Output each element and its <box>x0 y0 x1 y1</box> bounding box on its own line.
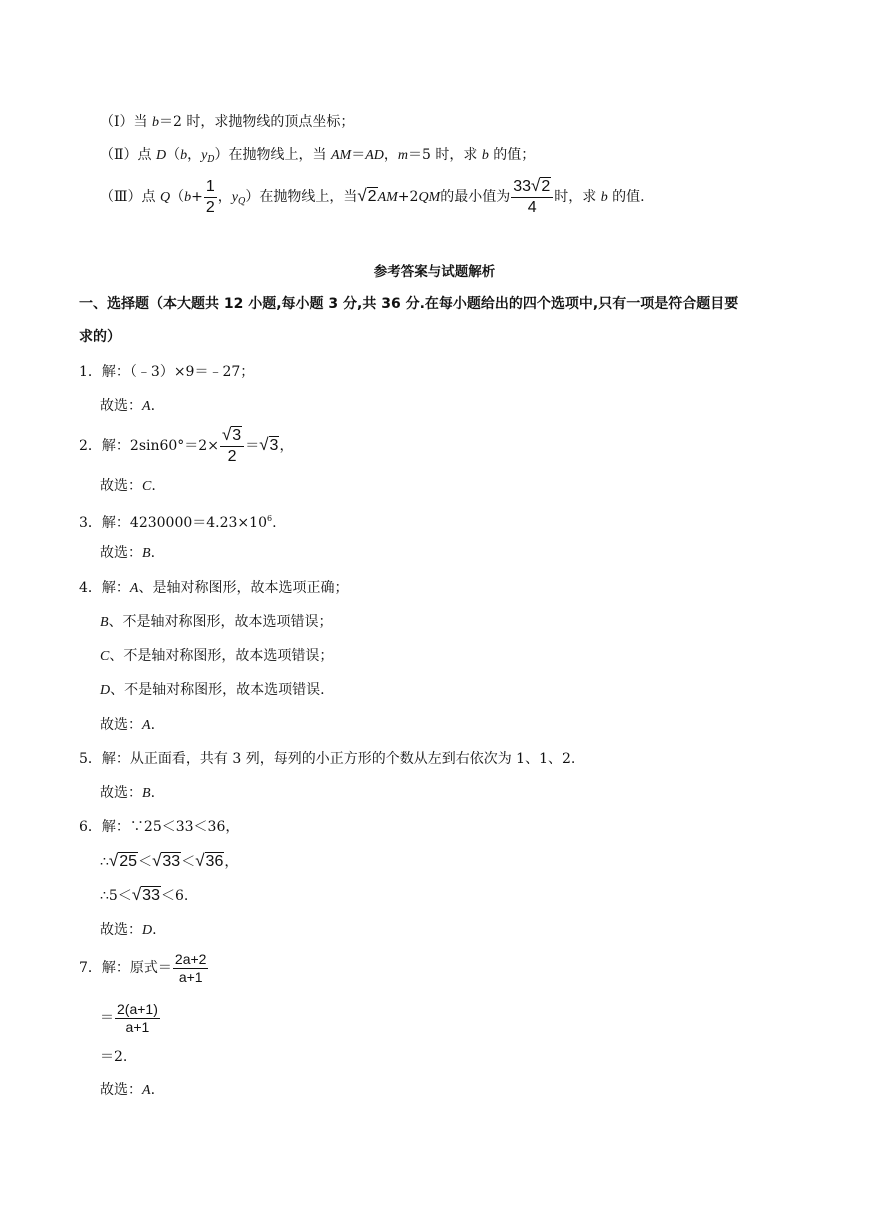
numerator <box>511 176 553 198</box>
answer-7-choice <box>100 1080 155 1101</box>
sqrt-25 <box>109 849 138 874</box>
var-AM: AM <box>377 190 398 205</box>
answer-1-choice <box>100 396 155 417</box>
text: 的值； <box>488 147 536 163</box>
sqrt-3 <box>222 425 242 446</box>
exponent: 6 <box>266 514 273 523</box>
answer-6-line-3 <box>100 883 188 908</box>
text: 2．解：2sin60°＝2× <box>79 438 219 454</box>
text: ）在抛物线上，当 <box>214 147 331 163</box>
text: ＝ <box>351 147 366 163</box>
var-b: b <box>151 115 159 130</box>
question-part-2 <box>100 145 535 170</box>
answer-5-choice <box>100 783 155 804</box>
text: 、不是轴对称图形，故本选项错误. <box>110 682 325 698</box>
choice-letter: A <box>142 718 151 733</box>
answer-7-line-3: ＝2. <box>100 1049 128 1065</box>
text: ∴ <box>100 854 109 870</box>
denominator: a+1 <box>125 1018 150 1035</box>
text: 故选： <box>100 922 142 938</box>
answer-5: 5．解：从正面看，共有 3 列，每列的小正方形的个数从左到右依次为 1、1、2. <box>79 751 576 767</box>
radical-sign: √ <box>108 851 119 870</box>
var-b: b <box>184 190 192 205</box>
text: ， <box>217 189 232 205</box>
numerator: 1 <box>204 177 217 198</box>
text: ＝2 时，求抛物线的顶点坐标； <box>158 114 355 130</box>
var-AD: AD <box>365 148 384 163</box>
text: 故选： <box>100 1082 142 1098</box>
fraction-min-value <box>511 176 553 218</box>
text: （Ⅰ）当 <box>100 114 152 130</box>
text: 故选： <box>100 398 142 414</box>
text: . <box>272 515 277 531</box>
denominator: 2 <box>205 198 215 216</box>
question-part-1 <box>100 112 354 133</box>
text: 、是轴对称图形，故本选项正确； <box>138 580 349 596</box>
text: ， <box>383 147 398 163</box>
radical-sign: √ <box>531 176 541 195</box>
sqrt-3 <box>259 425 279 466</box>
answer-7-line-1 <box>79 948 209 988</box>
answer-2-choice <box>100 476 156 497</box>
answer-6-choice <box>100 920 157 941</box>
text: . <box>150 785 156 801</box>
text: ＜ <box>138 854 153 870</box>
text: ＜6. <box>160 888 189 904</box>
denominator: 4 <box>527 199 537 216</box>
radicand: 36 <box>205 853 224 870</box>
choice-letter: A <box>142 399 151 414</box>
radicand: 33 <box>162 853 181 870</box>
fraction-one-half <box>204 177 217 218</box>
radicand: 33 <box>142 887 160 904</box>
text: 故选： <box>100 785 142 801</box>
radicand: 3 <box>269 437 279 454</box>
radicand: 3 <box>232 427 242 444</box>
subscript: D <box>207 155 215 165</box>
text: . <box>150 545 156 561</box>
option-letter: D <box>100 683 111 698</box>
text: 时，求 <box>554 189 601 205</box>
choice-letter: D <box>142 923 153 938</box>
option-letter: B <box>100 615 109 630</box>
text: 的最小值为 <box>440 189 511 205</box>
text: （ <box>170 189 185 205</box>
radical-sign: √ <box>152 851 162 870</box>
text: . <box>150 398 156 414</box>
answer-2 <box>79 425 293 467</box>
var-QM: QM <box>418 190 441 205</box>
text: 3．解：4230000＝4.23×10 <box>79 515 267 531</box>
radicand: 25 <box>119 853 138 870</box>
answer-4-line-2 <box>100 612 333 633</box>
subscript: Q <box>237 197 246 207</box>
radical-sign: √ <box>259 435 269 454</box>
text: （ <box>166 147 181 163</box>
text: ， <box>279 438 294 454</box>
answers-title: 参考答案与试题解析 <box>373 264 496 280</box>
text: +2 <box>397 189 419 205</box>
text: 、不是轴对称图形，故本选项错误； <box>109 648 334 664</box>
answer-6-line-2 <box>100 849 238 874</box>
answer-4-line-1 <box>79 578 348 599</box>
text: 故选： <box>100 478 142 494</box>
numerator: 2a+2 <box>174 950 207 967</box>
answer-6-line-1: 6．解：∵25＜33＜36， <box>79 819 240 835</box>
answer-4-line-4 <box>100 680 325 701</box>
var-y: y <box>231 190 238 205</box>
var-D: D <box>155 148 167 163</box>
text: ＝ <box>100 1010 114 1026</box>
fraction-factored <box>115 1001 160 1036</box>
denominator: 2 <box>227 448 237 465</box>
text: 7．解：原式＝ <box>79 960 172 976</box>
option-letter: A <box>129 581 139 596</box>
radical-sign: √ <box>357 186 367 205</box>
radical-sign: √ <box>221 425 232 444</box>
answer-4-choice <box>100 715 155 736</box>
fraction-sqrt3-over-2 <box>220 425 244 467</box>
answer-7-line-2 <box>100 998 161 1038</box>
text: . <box>151 478 156 494</box>
radicand: 2 <box>541 178 551 195</box>
section-heading: 一、选择题（本大题共 12 小题,每小题 3 分,共 36 分.在每小题给出的四个选项中,只有一项是符合题目要 <box>79 296 739 312</box>
numerator: 2(a+1) <box>117 1000 158 1017</box>
sqrt-33 <box>152 849 181 874</box>
answer-1: 1．解：（﹣3）×9＝﹣27； <box>79 364 255 380</box>
var-b: b <box>180 148 188 163</box>
text: 的值. <box>607 189 645 205</box>
text: ， <box>187 147 202 163</box>
var-Q: Q <box>159 190 171 205</box>
denominator: a+1 <box>178 968 203 985</box>
var-b: b <box>600 190 608 205</box>
sqrt-2 <box>531 176 551 197</box>
sqrt-33 <box>132 883 161 908</box>
section-heading-cont: 求的） <box>79 329 121 345</box>
choice-letter: B <box>142 546 151 561</box>
numerator-coef: 33 <box>513 178 532 195</box>
text: ）在抛物线上，当 <box>245 189 358 205</box>
choice-letter: A <box>142 1083 151 1098</box>
text: 4．解： <box>79 580 130 596</box>
text: . <box>150 717 156 733</box>
text: （Ⅱ）点 <box>100 147 156 163</box>
text: （Ⅲ）点 <box>100 189 160 205</box>
option-letter: C <box>100 649 110 664</box>
text: ∴5＜ <box>100 888 132 904</box>
text: . <box>150 1082 156 1098</box>
text: 故选： <box>100 545 142 561</box>
var-m: m <box>397 148 408 163</box>
text: 、不是轴对称图形，故本选项错误； <box>108 614 333 630</box>
text: ＝ <box>245 438 260 454</box>
sqrt-36 <box>195 849 224 874</box>
choice-letter: B <box>142 786 151 801</box>
numerator <box>220 425 244 447</box>
answer-3-choice <box>100 543 155 564</box>
radical-sign: √ <box>195 851 205 870</box>
choice-letter: C <box>142 479 152 494</box>
radicand: 2 <box>367 188 377 205</box>
text: 故选： <box>100 717 142 733</box>
text: . <box>152 922 157 938</box>
text: ＜ <box>181 854 196 870</box>
radical-sign: √ <box>131 885 142 904</box>
text: ＝5 时，求 <box>408 147 482 163</box>
sqrt-2 <box>357 176 377 217</box>
var-y: y <box>201 148 208 163</box>
fraction-expression <box>173 951 209 986</box>
answer-3 <box>79 509 277 533</box>
var-AM: AM <box>330 148 352 163</box>
var-b: b <box>481 148 489 163</box>
answer-4-line-3 <box>100 646 333 667</box>
text: + <box>191 189 203 205</box>
question-part-3 <box>100 176 645 222</box>
text: ， <box>224 854 239 870</box>
